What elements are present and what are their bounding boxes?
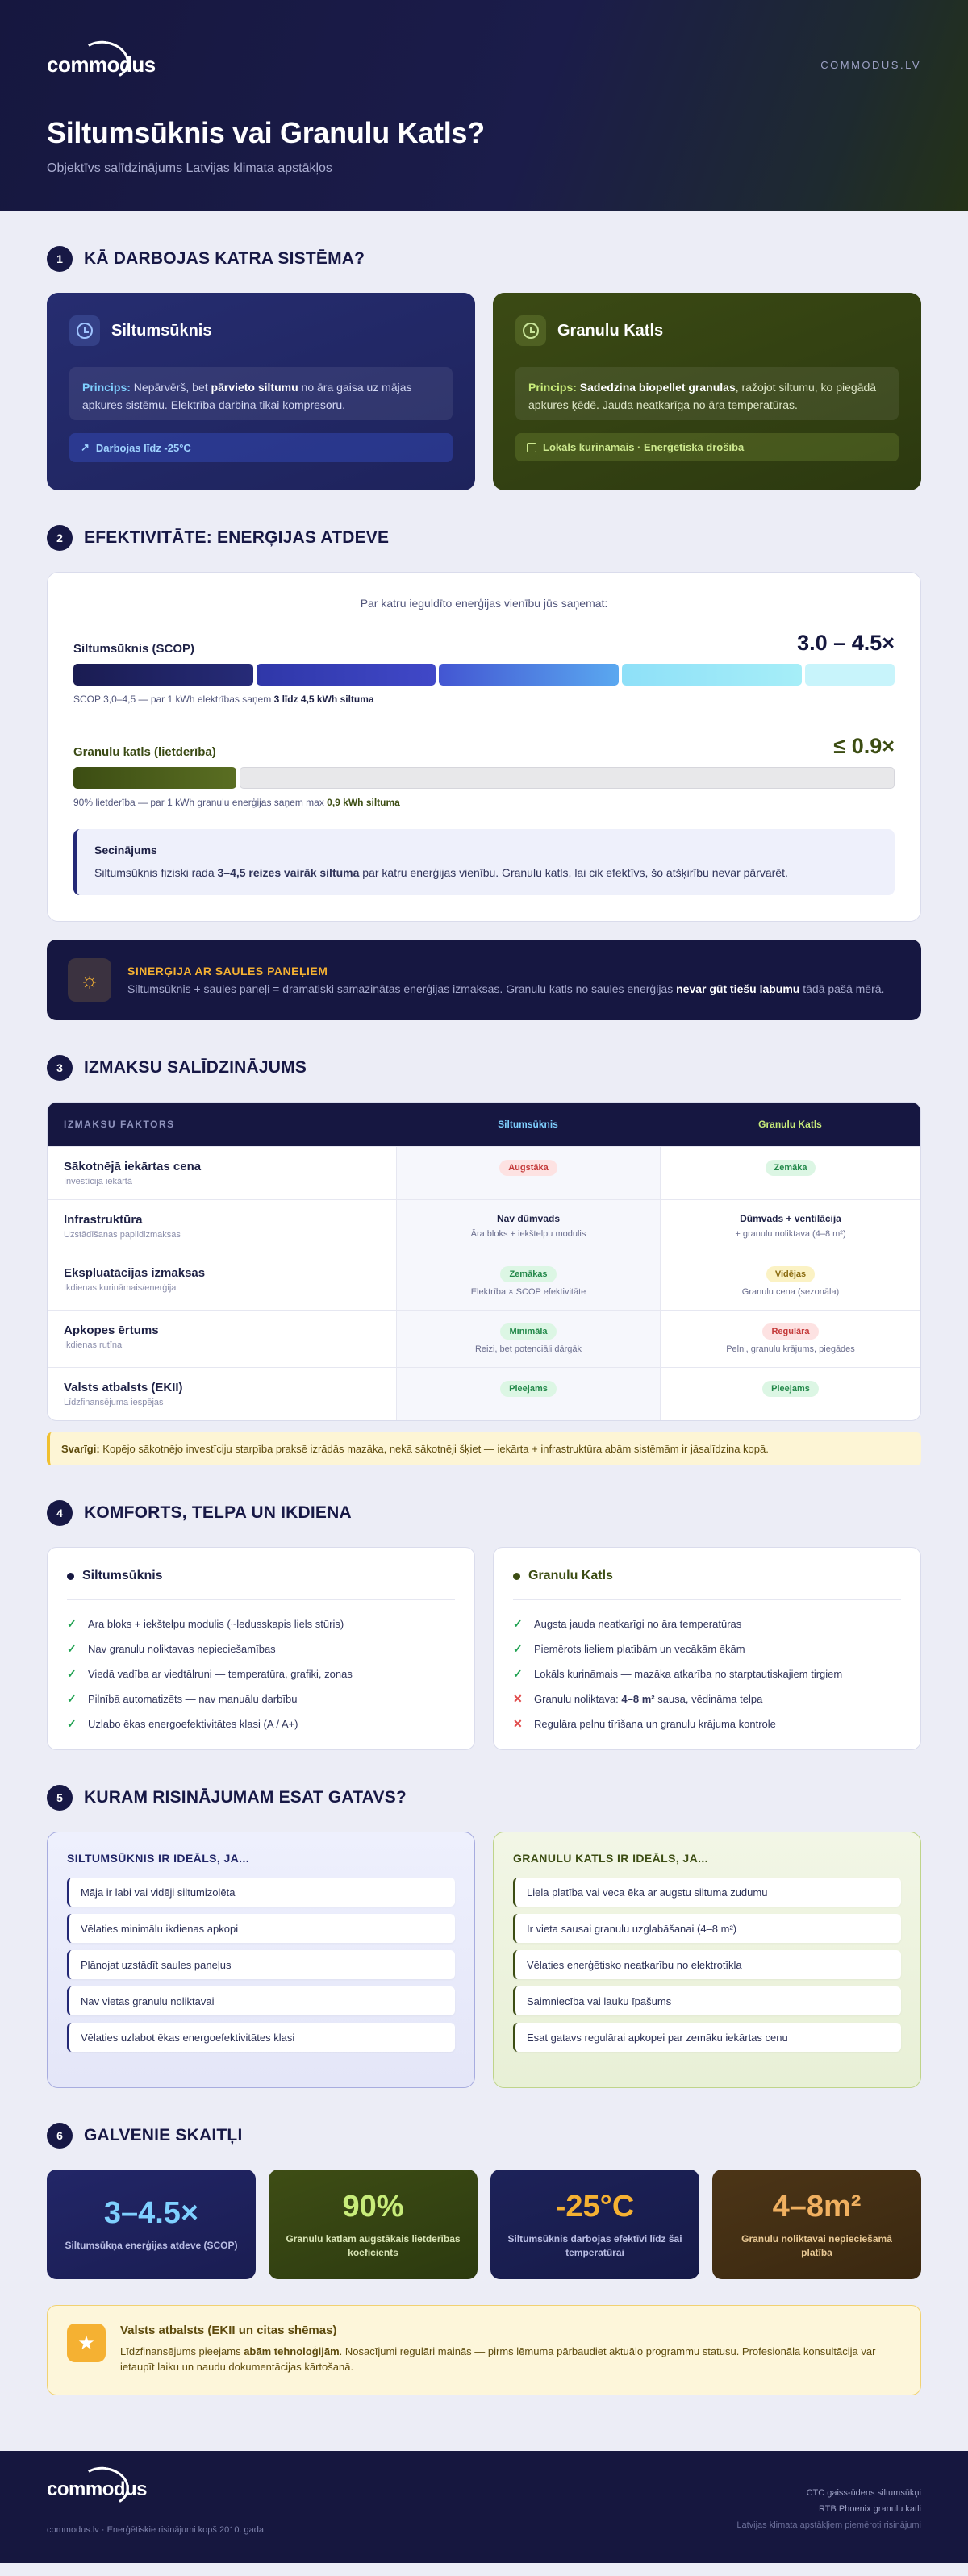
- section-title: EFEKTIVITĀTE: ENERĢIJAS ATDEVE: [84, 528, 390, 547]
- factor-sub: Uzstādīšanas papildizmaksas: [64, 1230, 181, 1240]
- section-heading: [47, 525, 921, 551]
- cell-note: Elektrība × SCOP efektivitāte: [470, 1287, 586, 1297]
- efficiency-intro: Par katru ieguldīto enerģijas vienību jūs saņemat:: [360, 597, 608, 610]
- solar-synergy-banner: [47, 940, 921, 1020]
- factor-cell: [48, 1311, 396, 1367]
- stat-value: 3–4.5×: [103, 2196, 199, 2230]
- criteria-item: Saimniecība vai lauku īpašums: [513, 1986, 901, 2015]
- check-icon: ✓: [67, 1692, 77, 1705]
- list-item: [513, 1611, 901, 1636]
- heat-pump-note: SCOP 3,0–4,5 — par 1 kWh elektrības saņem 3 līdz 4,5 kWh siltuma: [73, 694, 374, 705]
- status-badge: Zemākas: [500, 1266, 556, 1282]
- check-icon: ✓: [67, 1617, 77, 1630]
- section-comfort: [0, 1500, 968, 1750]
- item-text-part: Granulu noliktava:: [534, 1693, 622, 1705]
- trend-icon: ↗: [81, 441, 90, 453]
- check-icon: ✓: [513, 1617, 523, 1630]
- page-subtitle: Objektīvs salīdzinājums Latvijas klimata apstākļos: [47, 161, 332, 175]
- col-pellet-boiler: Granulu Katls: [758, 1119, 822, 1130]
- card-title: Siltumsūknis: [111, 321, 212, 340]
- bar-segment: [257, 664, 436, 686]
- item-text: [88, 1668, 353, 1680]
- table-header: [48, 1103, 920, 1146]
- principle-label: Princips:: [82, 381, 131, 394]
- criteria-item: Vēlaties minimālu ikdienas apkopi: [67, 1914, 455, 1943]
- bar-segment: [439, 664, 619, 686]
- pellet-boiler-comfort-card: [493, 1547, 921, 1750]
- list-item: [67, 1661, 455, 1686]
- section-title: KURAM RISINĀJUMAM ESAT GATAVS?: [84, 1788, 407, 1807]
- heat-pump-cell: [396, 1368, 660, 1420]
- state-support-box: [47, 2305, 921, 2395]
- pellet-boiler-note: 90% lietderība — par 1 kWh granulu enerģijas saņem max 0,9 kWh siltuma: [73, 797, 400, 808]
- criteria-item: Nav vietas granulu noliktavai: [67, 1986, 455, 2015]
- pellet-boiler-card: [493, 293, 921, 490]
- logo-arc-icon: [76, 2463, 131, 2510]
- section-how-it-works: [0, 246, 968, 490]
- check-icon: ✓: [513, 1642, 523, 1655]
- cross-icon: ✕: [513, 1692, 523, 1705]
- stat-label: Siltumsūkņa enerģijas atdeve (SCOP): [65, 2240, 238, 2251]
- factor-sub: Ikdienas rutīna: [64, 1340, 123, 1350]
- item-text: [88, 1643, 276, 1655]
- cell-note: Reizi, bet potenciāli dārgāk: [474, 1344, 582, 1354]
- section-key-numbers: [0, 2123, 968, 2395]
- heat-pump-value: 3.0 – 4.5×: [797, 631, 895, 655]
- item-text: [534, 1643, 745, 1655]
- stat-value: 4–8m²: [772, 2189, 862, 2224]
- stat-card: [47, 2170, 256, 2279]
- check-icon: ✓: [67, 1667, 77, 1680]
- table-row: [48, 1367, 920, 1420]
- list-item: [67, 1636, 455, 1661]
- pellet-boiler-cell: [660, 1368, 920, 1420]
- factor-name: Ekspluatācijas izmaksas: [64, 1266, 206, 1280]
- stats-grid: [47, 2170, 921, 2279]
- bar-segment: [622, 664, 802, 686]
- heat-pump-bar: [73, 664, 895, 686]
- criteria-item: Ir vieta sausai granulu uzglabāšanai (4–8 m²): [513, 1914, 901, 1943]
- factor-sub: Investīcija iekārtā: [64, 1177, 132, 1186]
- status-badge: Vidējas: [766, 1266, 815, 1282]
- card-title: GRANULU KATLS IR IDEĀLS, JA...: [513, 1852, 708, 1865]
- section-efficiency: [0, 525, 968, 1020]
- status-badge: Zemāka: [766, 1160, 816, 1176]
- section-costs: [0, 1055, 968, 1465]
- table-row: [48, 1253, 920, 1310]
- heat-pump-cell: [396, 1311, 660, 1367]
- factor-name: Infrastruktūra: [64, 1213, 143, 1227]
- item-text: [88, 1618, 344, 1630]
- list-item: [513, 1636, 901, 1661]
- item-text: [534, 1668, 842, 1680]
- section-heading: [47, 2123, 921, 2149]
- cell-title: Nav dūmvads: [496, 1213, 561, 1224]
- sun-icon: ☼: [68, 958, 111, 1002]
- section-title: KĀ DARBOJAS KATRA SISTĒMA?: [84, 249, 365, 268]
- bullet-dot-icon: [67, 1573, 74, 1580]
- operating-range-badge: ↗ Darbojas līdz -25°C: [69, 433, 453, 462]
- check-icon: ✓: [67, 1717, 77, 1730]
- status-badge: Pieejams: [762, 1381, 819, 1397]
- local-fuel-badge: Lokāls kurināmais · Enerģētiskā drošība: [515, 433, 899, 461]
- section-number: 2: [47, 525, 73, 551]
- criteria-item: Esat gatavs regulārai apkopei par zemāku iekārtas cenu: [513, 2023, 901, 2052]
- important-note: Svarīgi: Kopējo sākotnējo investīciju starpība praksē izrādās mazāka, nekā sākotnēji šķiet — iekārta + infrastruktūra abām sistēmām ir jāsalīdzina kopā.: [47, 1432, 921, 1465]
- stat-label: Granulu katlam augstākais lietderības koeficients: [286, 2232, 461, 2258]
- stat-value: 90%: [342, 2189, 404, 2224]
- item-text-part: Viedā vadība ar viedtālruni — temperatūra, grafiki, zonas: [88, 1668, 353, 1680]
- section-heading: [47, 1500, 921, 1526]
- criteria-item: Liela platība vai veca ēka ar augstu siltuma zudumu: [513, 1878, 901, 1907]
- list-item: [513, 1711, 901, 1736]
- table-row: [48, 1199, 920, 1253]
- footer-product-2[interactable]: RTB Phoenix granulu katli: [819, 2504, 921, 2514]
- card-title: Siltumsūknis: [82, 1569, 163, 1582]
- factor-cell: [48, 1147, 396, 1199]
- item-text-part: Lokāls kurināmais — mazāka atkarība no starptautiskajiem tirgiem: [534, 1668, 843, 1680]
- heat-pump-comfort-card: [47, 1547, 475, 1750]
- footer-logo[interactable]: commodus: [47, 2478, 264, 2501]
- bar-segment: [805, 664, 895, 686]
- section-number: 1: [47, 246, 73, 272]
- heat-pump-ideal-card: [47, 1832, 475, 2088]
- item-text: [534, 1693, 762, 1705]
- item-text-part: Augsta jauda neatkarīgi no āra temperatūras: [534, 1618, 742, 1630]
- top-bar: [47, 47, 921, 82]
- check-icon: ✓: [67, 1642, 77, 1655]
- cost-table: [47, 1102, 921, 1421]
- check-icon: ✓: [513, 1667, 523, 1680]
- stat-card: [490, 2170, 699, 2279]
- factor-name: Valsts atbalsts (EKII): [64, 1381, 183, 1394]
- item-text-part: Āra bloks + iekštelpu modulis (~ledusskapis liels stūris): [88, 1618, 344, 1630]
- stat-label: Granulu noliktavai nepieciešamā platība: [741, 2232, 892, 2258]
- heat-pump-card: [47, 293, 475, 490]
- stat-card: [712, 2170, 921, 2279]
- bar-remainder: [240, 767, 895, 789]
- factor-cell: [48, 1368, 396, 1420]
- section-title: KOMFORTS, TELPA UN IKDIENA: [84, 1503, 352, 1522]
- item-text: [534, 1718, 776, 1730]
- conclusion-box: [73, 829, 895, 895]
- section-number: 5: [47, 1785, 73, 1811]
- item-text-part: Pilnībā automatizēts — nav manuālu darbību: [88, 1693, 298, 1705]
- list-item: [67, 1711, 455, 1736]
- factor-name: Sākotnējā iekārtas cena: [64, 1160, 202, 1173]
- stat-card: [269, 2170, 478, 2279]
- card-title: SILTUMSŪKNIS IR IDEĀLS, JA...: [67, 1852, 250, 1865]
- conclusion-text: Siltumsūknis fiziski rada 3–4,5 reizes vairāk siltuma par katru enerģijas vienību. Granulu katls, lai cik efektīvs, šo atšķirību nevar pārvarēt.: [94, 866, 788, 879]
- cell-note: Pelni, granulu krājums, piegādes: [726, 1344, 855, 1354]
- section-number: 6: [47, 2123, 73, 2149]
- item-text: [534, 1618, 741, 1630]
- bar-segment: [73, 767, 236, 789]
- checkbox-icon: [527, 443, 536, 452]
- item-text-part: sausa, vēdināma telpa: [654, 1693, 763, 1705]
- solar-title: SINERĢIJA AR SAULES PANEĻIEM: [127, 965, 328, 977]
- solar-text: Siltumsūknis + saules paneļi = dramatiski samazinātas enerģijas izmaksas. Granulu katls no saules enerģijas nevar gūt tiešu labumu tādā pašā mērā.: [127, 982, 885, 995]
- status-badge: Pieejams: [500, 1381, 557, 1397]
- criteria-item: Plānojat uzstādīt saules paneļus: [67, 1950, 455, 1979]
- footer-product-1[interactable]: CTC gaiss-ūdens siltumsūkņi: [806, 2488, 921, 2498]
- card-title: Granulu Katls: [557, 321, 664, 340]
- col-heat-pump: Siltumsūknis: [498, 1119, 558, 1130]
- section-number: 3: [47, 1055, 73, 1081]
- page-title: Siltumsūknis vai Granulu Katls?: [47, 116, 485, 149]
- list-item: [513, 1686, 901, 1711]
- list-item: [67, 1686, 455, 1711]
- pellet-boiler-ideal-card: [493, 1832, 921, 2088]
- footer: [0, 2451, 968, 2563]
- cell-title: Dūmvads + ventilācija: [740, 1213, 841, 1224]
- section-readiness: [0, 1785, 968, 2088]
- table-row: [48, 1310, 920, 1367]
- factor-sub: Ikdienas kurināmais/enerģija: [64, 1283, 177, 1293]
- factor-sub: Līdzfinansējuma iespējas: [64, 1398, 164, 1407]
- section-number: 4: [47, 1500, 73, 1526]
- heat-pump-cell: [396, 1200, 660, 1253]
- item-text-part: Piemērots lieliem platībām un vecākām ēkām: [534, 1643, 745, 1655]
- cross-icon: ✕: [513, 1717, 523, 1730]
- footer-products: [736, 2478, 921, 2563]
- card-title: Granulu Katls: [528, 1569, 613, 1582]
- pellet-boiler-cell: [660, 1200, 920, 1253]
- principle-label: Princips:: [528, 381, 577, 394]
- cell-note: + granulu noliktava (4–8 m²): [735, 1229, 846, 1239]
- support-title: Valsts atbalsts (EKII un citas shēmas): [120, 2324, 337, 2337]
- clock-icon: [69, 315, 100, 346]
- criteria-item: Vēlaties uzlabot ēkas energoefektivitātes klasi: [67, 2023, 455, 2052]
- criteria-item: Māja ir labi vai vidēji siltumizolēta: [67, 1878, 455, 1907]
- logo-text: commodus: [47, 52, 156, 77]
- factor-cell: [48, 1200, 396, 1253]
- stat-value: -25°C: [555, 2189, 635, 2224]
- support-text: Līdzfinansējums pieejams abām tehnoloģijām. Nosacījumi regulāri mainās — pirms lēmuma pārbaudiet aktuālo programmu statusu. Profesionāla konsultācija var ietaupīt laiku un naudu dokumentācijas kārtošanā.: [120, 2345, 876, 2373]
- principle-text: Princips: Sadedzina biopellet granulas, ražojot siltumu, ko piegādā apkures ķēdē. Jauda neatkarīga no āra temperatūras.: [515, 367, 899, 420]
- list-item: [513, 1661, 901, 1686]
- section-heading: [47, 1785, 921, 1811]
- check-circle-icon: [515, 315, 546, 346]
- factor-cell: [48, 1253, 396, 1310]
- star-icon: ★: [67, 2324, 106, 2362]
- criteria-item: Vēlaties enerģētisko neatkarību no elektrotīkla: [513, 1950, 901, 1979]
- item-text: [88, 1718, 298, 1730]
- pellet-boiler-cell: [660, 1253, 920, 1310]
- pellet-boiler-label: Granulu katls (lietderība): [73, 745, 216, 759]
- pellet-boiler-cell: [660, 1311, 920, 1367]
- bullet-dot-icon: [513, 1573, 520, 1580]
- status-badge: Minimāla: [500, 1323, 556, 1340]
- heat-pump-cell: [396, 1147, 660, 1199]
- footer-tagline: commodus.lv · Enerģētiskie risinājumi kopš 2010. gada: [47, 2525, 265, 2535]
- section-heading: [47, 246, 921, 272]
- conclusion-title: Secinājums: [94, 844, 157, 857]
- heat-pump-label: Siltumsūknis (SCOP): [73, 642, 195, 656]
- bar-segment: [73, 664, 253, 686]
- hero-header: [0, 0, 968, 211]
- item-text-strong: 4–8 m²: [621, 1693, 655, 1705]
- item-text-part: Uzlabo ēkas energoefektivitātes klasi (A / A+): [88, 1718, 298, 1730]
- factor-name: Apkopes ērtums: [64, 1323, 159, 1337]
- item-text: [88, 1693, 297, 1705]
- item-text-part: Nav granulu noliktavas nepieciešamības: [88, 1643, 276, 1655]
- col-factor: IZMAKSU FAKTORS: [64, 1119, 175, 1130]
- principle-text: Princips: Nepārvērš, bet pārvieto siltumu no āra gaisa uz mājas apkures sistēmu. Elektrība darbina tikai kompresoru.: [69, 367, 453, 420]
- stat-label: Siltumsūknis darbojas efektīvi līdz šai temperatūrai: [507, 2232, 682, 2258]
- table-row: [48, 1146, 920, 1199]
- efficiency-card: [47, 572, 921, 922]
- pellet-boiler-bar: [73, 767, 895, 789]
- section-title: GALVENIE SKAITĻI: [84, 2126, 243, 2145]
- site-link[interactable]: COMMODUS.LV: [820, 58, 921, 71]
- section-title: IZMAKSU SALĪDZINĀJUMS: [84, 1058, 307, 1077]
- heat-pump-cell: [396, 1253, 660, 1310]
- status-badge: Regulāra: [762, 1323, 818, 1340]
- list-item: [67, 1611, 455, 1636]
- pellet-boiler-cell: [660, 1147, 920, 1199]
- cell-note: Granulu cena (sezonāla): [741, 1287, 840, 1297]
- pellet-boiler-value: ≤ 0.9×: [833, 734, 895, 758]
- logo[interactable]: [47, 52, 156, 77]
- footer-note: Latvijas klimata apstākļiem piemēroti risinājumi: [736, 2520, 921, 2530]
- item-text-part: Regulāra pelnu tīrīšana un granulu krājuma kontrole: [534, 1718, 776, 1730]
- status-badge: Augstāka: [499, 1160, 557, 1176]
- section-heading: [47, 1055, 921, 1081]
- cell-note: Āra bloks + iekštelpu modulis: [470, 1229, 586, 1239]
